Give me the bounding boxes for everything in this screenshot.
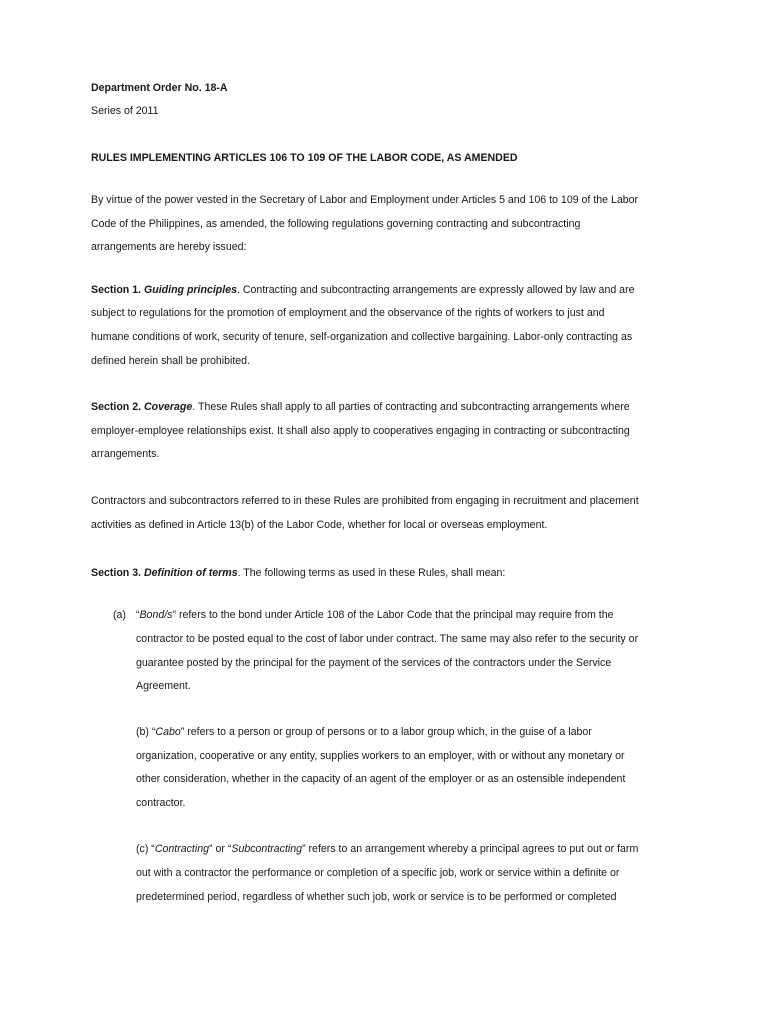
section-1-line: subject to regulations for the promotion of employment and the observance of the rights of workers to just and [91,307,605,319]
section-2-line: arrangements. [91,448,160,460]
section-1-text: . Contracting and subcontracting arrangements are expressly allowed by law and are [237,284,635,296]
item-a-line: guarantee posted by the principal for the payment of the services of the contractors under the Service [136,657,612,669]
section-2-label: Section 2. [91,401,142,413]
preamble-line: arrangements are hereby issued: [91,241,247,253]
item-a-term: Bond/s [139,609,173,621]
item-b-line: contractor. [136,797,186,809]
series-line: Series of 2011 [91,105,159,117]
item-a-open-quote: “ [135,609,140,621]
section-3-label: Section 3. [91,567,142,579]
item-c-text: ” refers to an arrangement whereby a principal agrees to put out or farm [302,843,639,855]
document-title: RULES IMPLEMENTING ARTICLES 106 TO 109 OF THE LABOR CODE, AS AMENDED [91,152,518,164]
item-b-marker: (b) “ [136,726,156,738]
item-b-text: ” refers to a person or group of persons or to a labor group which, in the guise of a labor [180,726,592,738]
item-c-first-line [136,838,638,862]
item-a-line: contractor to be posted equal to the cost of labor under contract. The same may also refer to the security or [136,633,639,645]
item-a-marker: (a) [113,609,126,621]
item-b-term: Cabo [155,726,181,738]
item-c-marker: (c) “ [136,843,155,855]
section-2-para-line: activities as defined in Article 13(b) of the Labor Code, whether for local or overseas employment. [91,519,548,531]
section-2-text: . These Rules shall apply to all parties of contracting and subcontracting arrangements where [192,401,630,413]
section-3-heading: Definition of terms [144,567,238,579]
item-b-line: other consideration, whether in the capacity of an agent of the employer or as an ostensible independent [136,773,626,785]
item-a-first-line [113,604,614,628]
section-1-heading: Guiding principles [144,284,237,296]
section-1-line: defined herein shall be prohibited. [91,355,251,367]
preamble-line: Code of the Philippines, as amended, the following regulations governing contracting and subcontracting [91,218,581,230]
section-3-first-line [91,562,505,586]
item-a-text: ” refers to the bond under Article 108 of the Labor Code that the principal may require from the [172,609,614,621]
item-c-line: predetermined period, regardless of whether such job, work or service is to be performed or completed [136,891,617,903]
section-1-label: Section 1 [91,284,139,296]
item-c-term-1: Contracting [154,843,210,855]
section-1-sep: . [138,284,144,296]
section-2-para-line: Contractors and subcontractors referred to in these Rules are prohibited from engaging in recruitment and placement [91,495,639,507]
order-number: Department Order No. 18-A [91,82,228,94]
section-2-line: employer-employee relationships exist. It shall also apply to cooperatives engaging in contracting or subcontracting [91,425,630,437]
item-c-line: out with a contractor the performance or completion of a specific job, work or service within a definite or [136,867,620,879]
item-a-line: Agreement. [136,680,191,692]
item-c-mid: ” or “ [209,843,232,855]
item-b-line: organization, cooperative or any entity, supplies workers to an employer, with or without any monetary or [136,750,625,762]
preamble-line: By virtue of the power vested in the Secretary of Labor and Employment under Articles 5 and 106 to 109 of the Labor [91,194,639,206]
section-2-heading: Coverage [144,401,193,413]
section-2-first-line [91,396,630,420]
section-3-text: . The following terms as used in these Rules, shall mean: [237,567,506,579]
section-1-first-line [91,279,634,303]
item-c-term-2: Subcontracting [231,843,303,855]
item-b-first-line [136,721,592,745]
section-1-line: humane conditions of work, security of tenure, self-organization and collective bargaining. Labor-only contracting as [91,331,633,343]
